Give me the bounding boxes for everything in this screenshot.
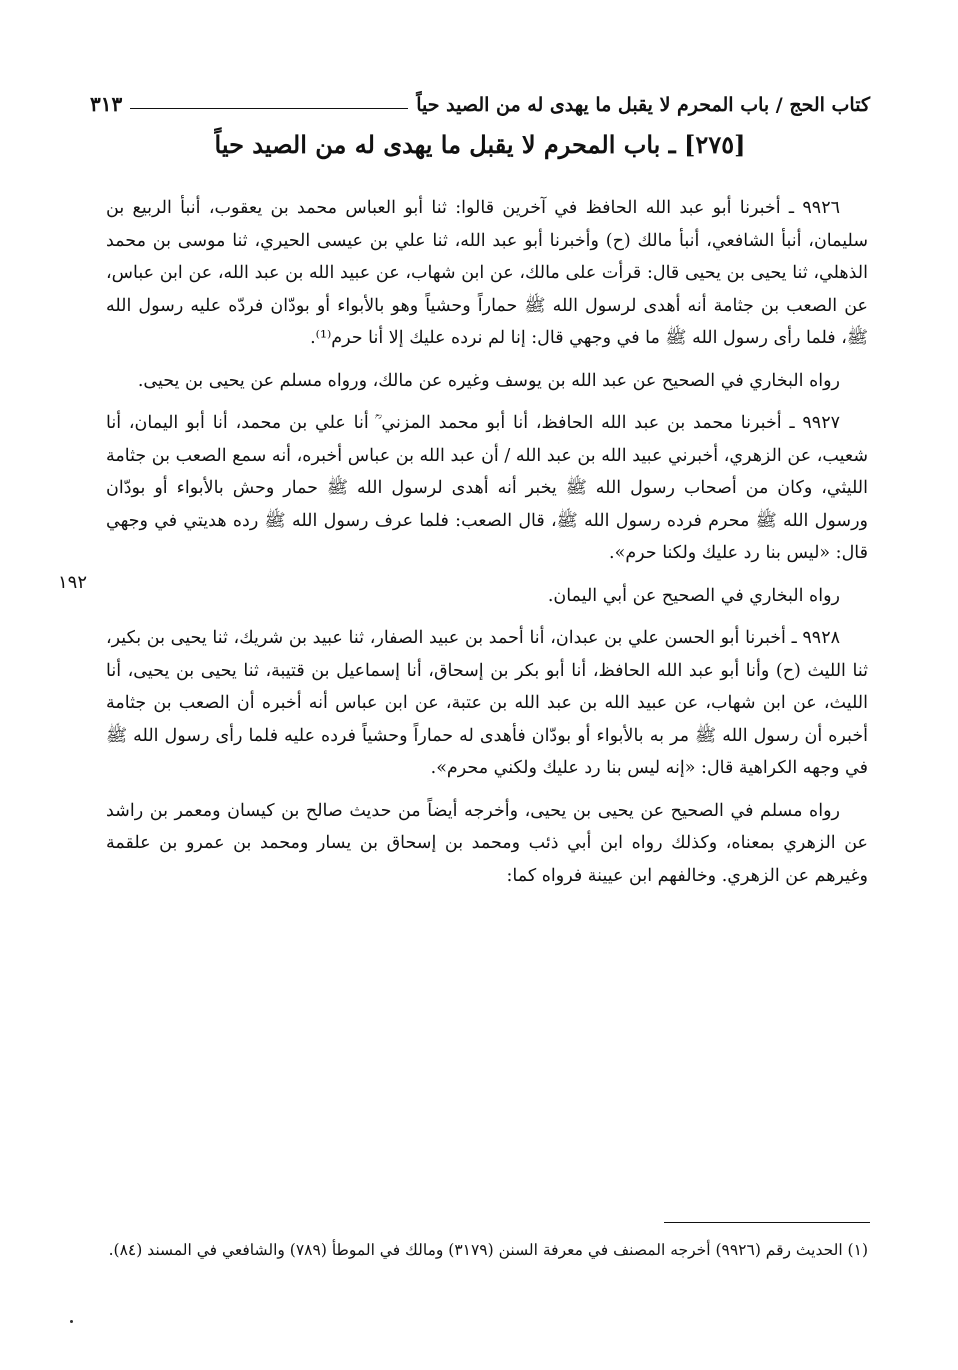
commentary-9926: رواه البخاري في الصحيح عن عبد الله بن يوسف وغيره عن مالك، ورواه مسلم عن يحيى بن يحيى. [137,370,840,391]
margin-manuscript-page-number: ١٩٢ [58,572,88,593]
footnotes [106,1236,868,1264]
header-rule [130,108,408,109]
footnote-rule [664,1222,870,1223]
chapter-title: [٢٧٥] ـ باب المحرم لا يقبل ما يهدى له من الصيد حياً [214,130,746,159]
footnote-1: (١) الحديث رقم (٩٩٢٦) أخرجه المصنف في معرفة السنن (٣١٧٩) ومالك في الموطأ (٧٨٩) والشافعي في المسند (٨٤). [108,1241,868,1259]
commentary-9927: رواه البخاري في الصحيح عن أبي اليمان. [547,585,840,606]
running-title: كتاب الحج / باب المحرم لا يقبل ما يهدى له من الصيد حياً [416,94,870,116]
commentary-9928: رواه مسلم في الصحيح عن يحيى بن يحيى، وأخرجه أيضاً من حديث صالح بن كيسان ومعمر بن راشد عن الزهري بمعناه، وكذلك رواه ابن أبي ذئب ومحمد بن إسحاق بن يسار ومحمد بن عمرو بن علقمة وغيرهم عن الزهري. وخالفهم ابن عيينة فرواه كما: [106,800,868,886]
hadith-9926: ٩٩٢٦ ـ أخبرنا أبو عبد الله الحافظ في آخرين قالوا: ثنا أبو العباس محمد بن يعقوب، أنبأ الربيع بن سليمان، أنبأ الشافعي، أنبأ مالك (ح) وأخبرنا أبو عبد الله، ثنا علي بن عيسى الحيري، ثنا موسى بن محمد الذهلي، ثنا يحيى بن يحيى قال: قرأت على مالك، عن ابن شهاب، عن عبيد الله بن عبد الله، عن ابن عباس، عن الصعب بن جثامة أنه أهدى لرسول الله ﷺ حماراً وحشياً وهو بالأبواء أو بودّان فردّه عليه رسول الله ﷺ، فلما رأى رسول الله ﷺ ما في وجهي قال: إنا لم نرده عليك إلا أنا حرم⁽¹⁾. [106,198,868,348]
hadith-9927: ٩٩٢٧ ـ أخبرنا محمد بن عبد الله الحافظ، أنا أبو محمد المزني ؒ أنا علي بن محمد، أنا أبو اليمان، أنا شعيب، عن الزهري، أخبرني عبيد الله بن عبد الله / أن عبد الله بن عباس أخبره، أنه سمع الصعب بن جثامة الليثي، وكان من أصحاب رسول الله ﷺ يخبر أنه أهدى لرسول الله ﷺ حمار وحش بالأبواء أو بودّان ورسول الله ﷺ محرم فرده رسول الله ﷺ، قال الصعب: فلما عرف رسول الله ﷺ رده هديتي في وجهي قال: «ليس بنا رد عليك ولكنا حرم». [106,413,868,563]
page-number: ٣١٣ [90,92,123,116]
hadith-9928: ٩٩٢٨ ـ أخبرنا أبو الحسن علي بن عبدان، أنا أحمد بن عبيد الصفار، ثنا عبيد بن شريك، ثنا يحيى بن بكير، ثنا الليث (ح) وأنا أبو عبد الله الحافظ، أنا أبو بكر بن إسحاق، أنا إسماعيل بن قتيبة، ثنا يحيى بن يحيى، أنا الليث، عن ابن شهاب، عن عبيد الله بن عبد الله بن عتبة، عن ابن عباس أنه أخبره أن الصعب بن جثامة أخبره أن رسول الله ﷺ مر به بالأبواء أو بودّان فأهدى له حماراً وحشياً فرده عليه فلما رأى رسول الله ﷺ في وجهه الكراهية قال: «إنه ليس بنا رد عليك ولكني محرم». [106,628,868,778]
body-text [106,192,868,902]
scan-speck [70,1320,73,1323]
page-header [90,82,870,116]
